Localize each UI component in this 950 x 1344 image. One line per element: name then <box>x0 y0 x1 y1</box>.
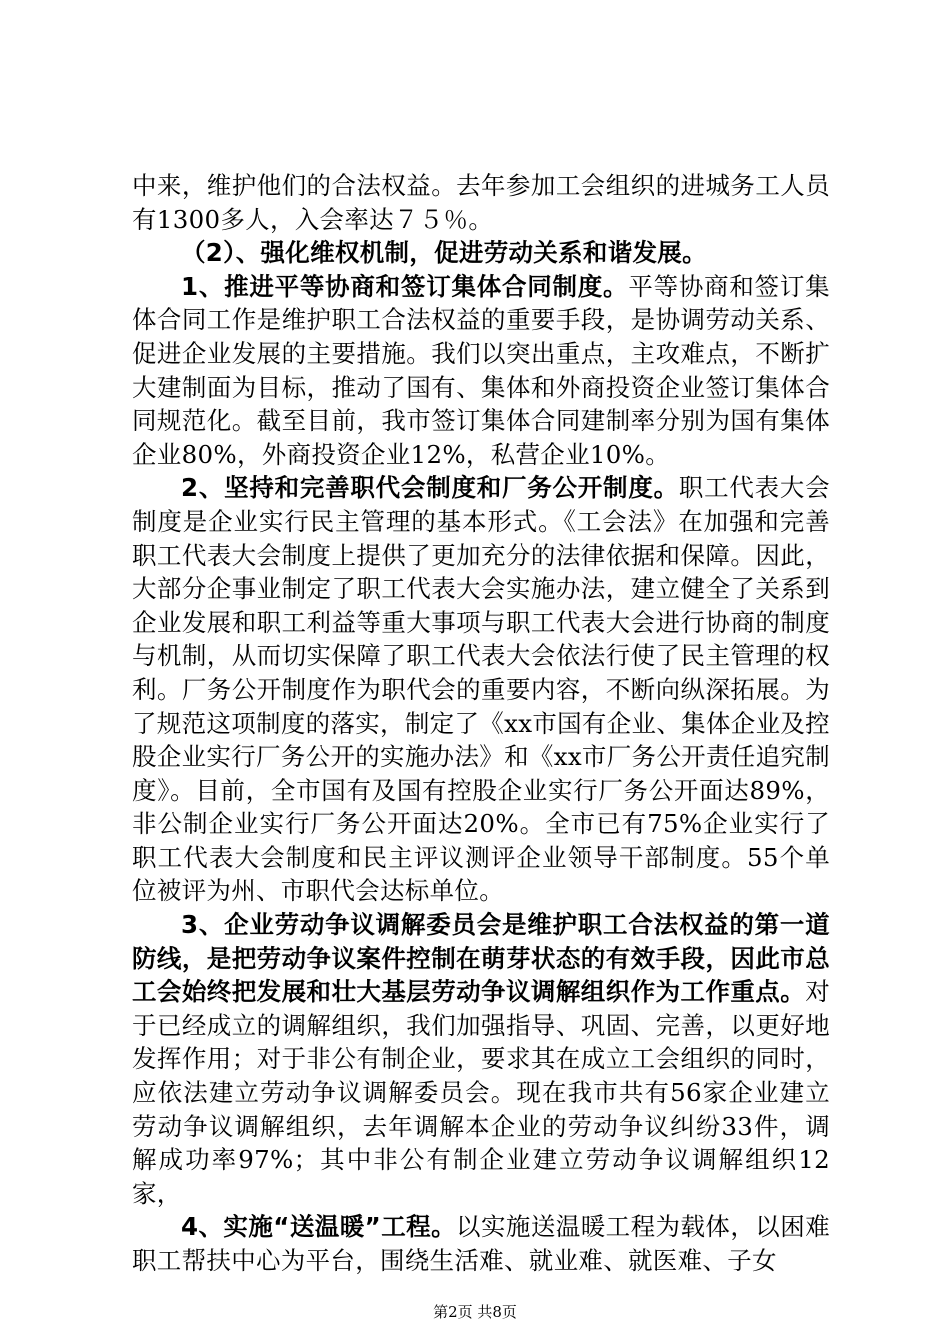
document-body <box>132 169 830 1278</box>
section-heading: （2）、强化维权机制，促进劳动关系和谐发展。 <box>181 238 707 268</box>
paragraph-text: 平等协商和签订集体合同工作是维护职工合法权益的重要手段，是协调劳动关系、促进企业发展的主要措施。我们以突出重点，主攻难点，不断扩大建制面为目标，推动了国有、集体和外商投资企业签订集体合同规范化。截至目前，我市签订集体合同建制率分别为国有集体企业80%，外商投资企业12%，私营企业10%。 <box>132 271 830 469</box>
page-number-footer: 第2页 共8页 <box>433 1303 517 1321</box>
paragraph-lead: 1、推进平等协商和签订集体合同制度。 <box>181 271 629 301</box>
paragraph-continuation: 中来，维护他们的合法权益。去年参加工会组织的进城务工人员有1300多人，入会率达７５％。 <box>132 171 830 234</box>
paragraph-lead: 2、坚持和完善职代会制度和厂务公开制度。 <box>181 473 679 503</box>
paragraph-collective-contract <box>132 270 830 472</box>
paragraph-mediation-committee <box>132 908 830 1210</box>
paragraph-text: 对于已经成立的调解组织，我们加强指导、巩固、完善，以更好地发挥作用；对于非公有制企业，要求其在成立工会组织的同时，应依法建立劳动争议调解委员会。现在我市共有56家企业建立劳动争议调解组织，去年调解本企业的劳动争议纠纷33件，调解成功率97%；其中非公有制企业建立劳动争议调解组织12家， <box>132 977 830 1208</box>
paragraph-text: 以实施送温暖工程为载体，以困难职工帮扶中心为平台，围绕生活难、就业难、就医难、子女 <box>132 1212 830 1275</box>
paragraph-lead: 4、实施“送温暖”工程。 <box>181 1212 457 1242</box>
paragraph-text: 职工代表大会制度是企业实行民主管理的基本形式。《工会法》在加强和完善职工代表大会制度上提供了更加充分的法律依据和保障。因此，大部分企事业制定了职工代表大会实施办法，建立健全了关系到企业发展和职工利益等重大事项与职工代表大会进行协商的制度与机制，从而切实保障了职工代表大会依法行使了民主管理的权利。厂务公开制度作为职代会的重要内容，不断向纵深拓展。为了规范这项制度的落实，制定了《xx市国有企业、集体企业及控股企业实行厂务公开的实施办法》和《xx市厂务公开责任追究制度》。目前，全市国有及国有控股企业实行厂务公开面达89%，非公制企业实行厂务公开面达20%。全市已有75%企业实行了职工代表大会制度和民主评议测评企业领导干部制度。55个单位被评为州、市职代会达标单位。 <box>132 473 830 906</box>
paragraph-warmth-project <box>132 1210 830 1277</box>
paragraph-workers-congress <box>132 471 830 908</box>
paragraph-lead: 3、企业劳动争议调解委员会是维护职工合法权益的第一道防线，是把劳动争议案件控制在萌芽状态的有效手段，因此市总工会始终把发展和壮大基层劳动争议调解组织作为工作重点。 <box>132 910 830 1007</box>
